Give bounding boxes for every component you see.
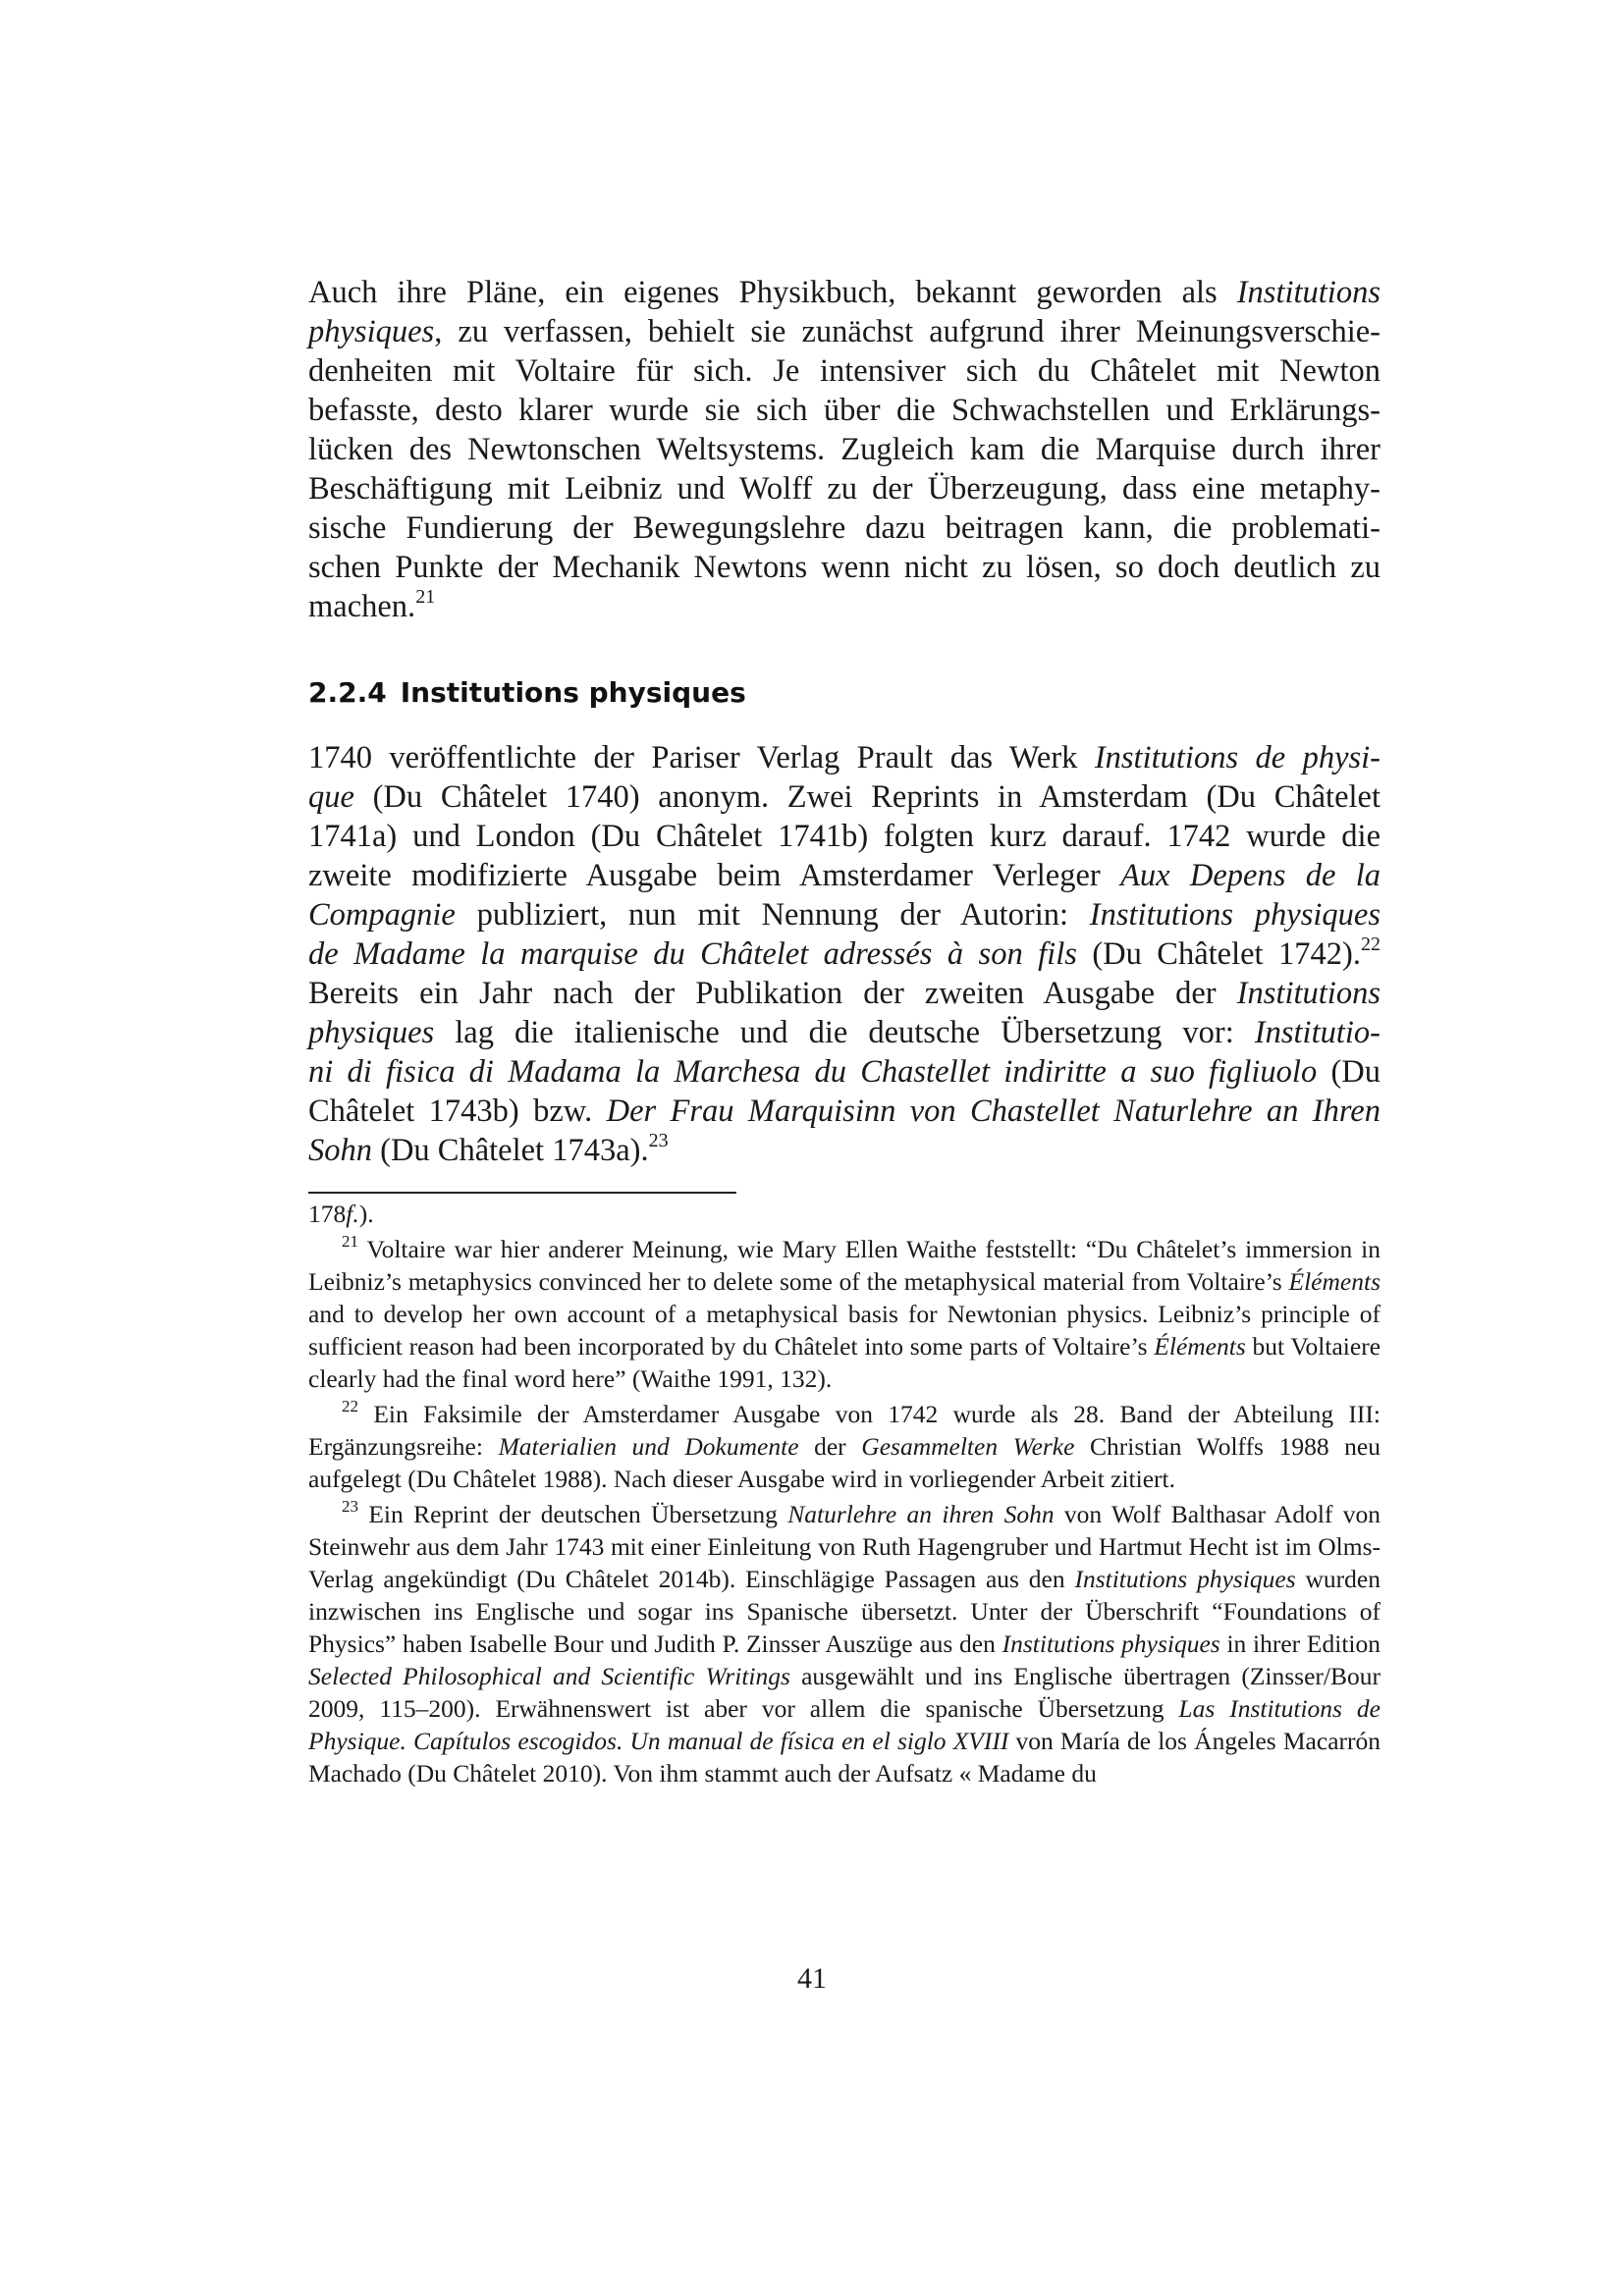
paragraph-plaene bbox=[308, 273, 1380, 626]
section-heading bbox=[308, 675, 746, 711]
text-line: 1741a) und London (Du Châtelet 1741b) folgten kurz darauf. 1742 wurde die bbox=[308, 819, 1380, 854]
footnote-ref-22[interactable]: 22 bbox=[1360, 934, 1380, 956]
footnote-ref-21[interactable]: 21 bbox=[415, 586, 436, 609]
text-line: que (Du Châtelet 1740) anonym. Zwei Reprints in Amsterdam (Du Châtelet bbox=[308, 779, 1380, 815]
footnotes bbox=[308, 1198, 1380, 1789]
section-title: Institutions physiques bbox=[400, 676, 746, 709]
text-line: Sohn (Du Châtelet 1743a).$^{23}$ bbox=[308, 1130, 669, 1168]
footnote-21: $^{21}$ Voltaire war hier anderer Meinung, wie Mary Ellen Waithe feststellt: “Du Châtelet’s immersion in Leibniz’s metaphysics convinced her to delete some of the metaphysical material from Voltaire’s Éléments and to develop her own account of a metaphysical basis for Newtonian physics. Leibniz’s principle of sufficient reason had been incorporated by du Châtelet into some parts of Voltaire’s Éléments but Voltaiere clearly had the final word here” (Waithe 1991, 132). bbox=[308, 1231, 1381, 1393]
text-line: denheiten mit Voltaire für sich. Je intensiver sich du Châtelet mit Newton bbox=[308, 353, 1380, 389]
footnote-continuation: 178f.). bbox=[308, 1200, 374, 1228]
text-line: schen Punkte der Mechanik Newtons wenn nicht zu lösen, so doch deutlich zu bbox=[308, 550, 1380, 585]
text-line: physiques lag die italienische und die deutsche Übersetzung vor: Institutio- bbox=[308, 1015, 1380, 1050]
footnote-ref-23[interactable]: 23 bbox=[648, 1130, 669, 1152]
text-line: machen.$^{21}$ bbox=[308, 586, 436, 624]
text-line: de Madame la marquise du Châtelet adressés à son fils (Du Châtelet 1742).$^{22}$ bbox=[308, 934, 1380, 972]
footnote-rule bbox=[308, 1192, 736, 1194]
page-number: 41 bbox=[797, 1962, 827, 1995]
text-line: Compagnie publiziert, nun mit Nennung der Autorin: Institutions physiques bbox=[308, 897, 1380, 933]
footnote-number: 21 bbox=[342, 1231, 358, 1251]
text-line: physiques, zu verfassen, behielt sie zunächst aufgrund ihrer Meinungsverschie- bbox=[308, 314, 1380, 349]
footnote-number: 22 bbox=[342, 1396, 358, 1415]
section-number: 2.2.4 bbox=[308, 676, 387, 709]
text-line: ni di fisica di Madama la Marchesa du Chastellet indiritte a suo figliuolo (Du bbox=[308, 1054, 1380, 1090]
text-line: Beschäftigung mit Leibniz und Wolff zu der Überzeugung, dass eine metaphy- bbox=[308, 471, 1380, 507]
footnote-number: 23 bbox=[342, 1496, 358, 1516]
text-line: lücken des Newtonschen Weltsystems. Zugleich kam die Marquise durch ihrer bbox=[308, 432, 1380, 467]
text-line: Châtelet 1743b) bzw. Der Frau Marquisinn von Chastellet Naturlehre an Ihren bbox=[308, 1094, 1380, 1129]
text-line: Auch ihre Pläne, ein eigenes Physikbuch, bekannt geworden als Institutions bbox=[308, 275, 1380, 310]
text-line: Bereits ein Jahr nach der Publikation der zweiten Ausgabe der Institutions bbox=[308, 976, 1380, 1011]
text-line: sische Fundierung der Bewegungslehre dazu beitragen kann, die problemati- bbox=[308, 510, 1380, 546]
text-line: befasste, desto klarer wurde sie sich über die Schwachstellen und Erklärungs- bbox=[308, 393, 1380, 428]
footnote-22: $^{22}$ Ein Faksimile der Amsterdamer Ausgabe von 1742 wurde als 28. Band der Abteilung III: Ergänzungsreihe: Materialien und Dokumente der Gesammelten Werke Christian Wolffs 1988 neu aufgelegt (Du Châtelet 1988). Nach dieser Ausgabe wird in vorliegender Arbeit zitiert. bbox=[308, 1396, 1380, 1493]
footnote-23: $^{23}$ Ein Reprint der deutschen Übersetzung Naturlehre an ihren Sohn von Wolf Balthasar Adolf von Steinwehr aus dem Jahr 1743 mit einer Einleitung von Ruth Hagengruber und Hartmut Hecht ist im Olms-Verlag angekündigt (Du Châtelet 2014b). Einschlägige Passagen aus den Institutions physiques wurden inzwischen ins Englische und sogar ins Spanische übersetzt. Unter der Überschrift “Foundations of Physics” haben Isabelle Bour und Judith P. Zinsser Auszüge aus den Institutions physiques in ihrer Edition Selected Philosophical and Scientific Writings ausgewählt und ins Englische übertragen (Zinsser/Bour 2009, 115–200). Erwähnenswert ist aber vor allem die spanische Übersetzung Las Institutions de Physique. Capítulos escogidos. Un manual de física en el siglo XVIII von María de los Ángeles Macarrón Machado (Du Châtelet 2010). Von ihm stammt auch der Aufsatz « Madame du bbox=[308, 1496, 1380, 1788]
text-line: 1740 veröffentlichte der Pariser Verlag Prault das Werk Institutions de physi- bbox=[308, 740, 1380, 775]
text-line: zweite modifizierte Ausgabe beim Amsterdamer Verleger Aux Depens de la bbox=[308, 858, 1380, 893]
paragraph-1740 bbox=[308, 738, 1380, 1170]
